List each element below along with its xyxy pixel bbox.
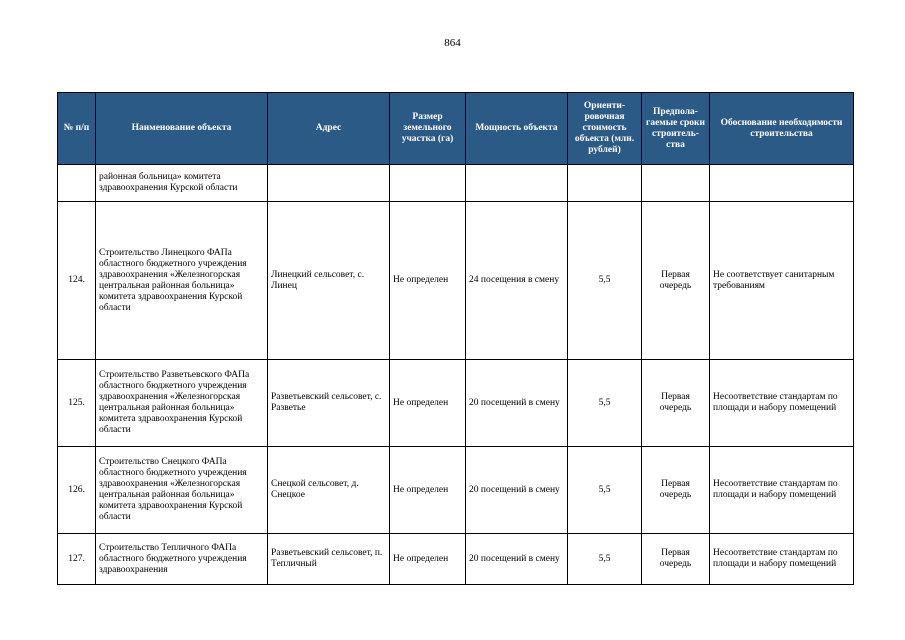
cell-address: Разветьевский сельсовет, п. Тепличный [268, 534, 390, 585]
cell-capacity: 20 посещений в смену [466, 447, 568, 534]
header-cost: Ориенти-ровочная стоимость объекта (млн. рублей) [568, 93, 642, 165]
table-row [58, 165, 854, 202]
cell-address: Разветьевский сельсовет, с. Разветье [268, 360, 390, 447]
table-row [58, 202, 854, 360]
table-row [58, 534, 854, 585]
table-row [58, 447, 854, 534]
cell-land: Не определен [390, 534, 466, 585]
header-land: Размер земельного участка (га) [390, 93, 466, 165]
cell-num: 125. [58, 360, 96, 447]
cell-cost [568, 165, 642, 202]
cell-capacity: 20 посещений в смену [466, 360, 568, 447]
cell-name: Строительство Линецкого ФАПа областного бюджетного учреждения здравоохранения «Железногорская центральная районная больница» комитета здравоохранения Курской области [96, 202, 268, 360]
header-reason: Обоснование необходимости строительства [710, 93, 854, 165]
header-capacity: Мощность объекта [466, 93, 568, 165]
cell-num [58, 165, 96, 202]
cell-num: 127. [58, 534, 96, 585]
cell-reason: Несоответствие стандартам по площади и набору помещений [710, 360, 854, 447]
cell-capacity [466, 165, 568, 202]
cell-term: Первая очередь [642, 534, 710, 585]
cell-term: Первая очередь [642, 202, 710, 360]
page-number: 864 [444, 37, 461, 49]
header-name: Наименование объекта [96, 93, 268, 165]
cell-land [390, 165, 466, 202]
cell-name: Строительство Снецкого ФАПа областного бюджетного учреждения здравоохранения «Железногорская центральная районная больница» комитета здравоохранения Курской области [96, 447, 268, 534]
cell-name: Строительство Тепличного ФАПа областного бюджетного учреждения здравоохранения [96, 534, 268, 585]
cell-cost: 5,5 [568, 447, 642, 534]
cell-name: районная больница» комитета здравоохранения Курской области [96, 165, 268, 202]
objects-table [57, 92, 854, 585]
header-address: Адрес [268, 93, 390, 165]
cell-cost: 5,5 [568, 360, 642, 447]
cell-capacity: 24 посещения в смену [466, 202, 568, 360]
cell-term [642, 165, 710, 202]
cell-capacity: 20 посещений в смену [466, 534, 568, 585]
cell-reason: Несоответствие стандартам по площади и набору помещений [710, 534, 854, 585]
table-header [58, 93, 854, 165]
cell-num: 124. [58, 202, 96, 360]
cell-term: Первая очередь [642, 360, 710, 447]
cell-name: Строительство Разветьевского ФАПа областного бюджетного учреждения здравоохранения «Железногорская центральная районная больница» комитета здравоохранения Курской области [96, 360, 268, 447]
cell-cost: 5,5 [568, 202, 642, 360]
cell-land: Не определен [390, 447, 466, 534]
cell-land: Не определен [390, 202, 466, 360]
cell-reason: Не соответствует санитарным требованиям [710, 202, 854, 360]
cell-term: Первая очередь [642, 447, 710, 534]
cell-reason [710, 165, 854, 202]
header-term: Предпола-гаемые сроки строитель-ства [642, 93, 710, 165]
cell-num: 126. [58, 447, 96, 534]
cell-land: Не определен [390, 360, 466, 447]
cell-address: Снецкой сельсовет, д. Снецкое [268, 447, 390, 534]
header-num: № п/п [58, 93, 96, 165]
cell-address: Линецкий сельсовет, с. Линец [268, 202, 390, 360]
cell-cost: 5,5 [568, 534, 642, 585]
cell-reason: Несоответствие стандартам по площади и набору помещений [710, 447, 854, 534]
cell-address [268, 165, 390, 202]
table-row [58, 360, 854, 447]
